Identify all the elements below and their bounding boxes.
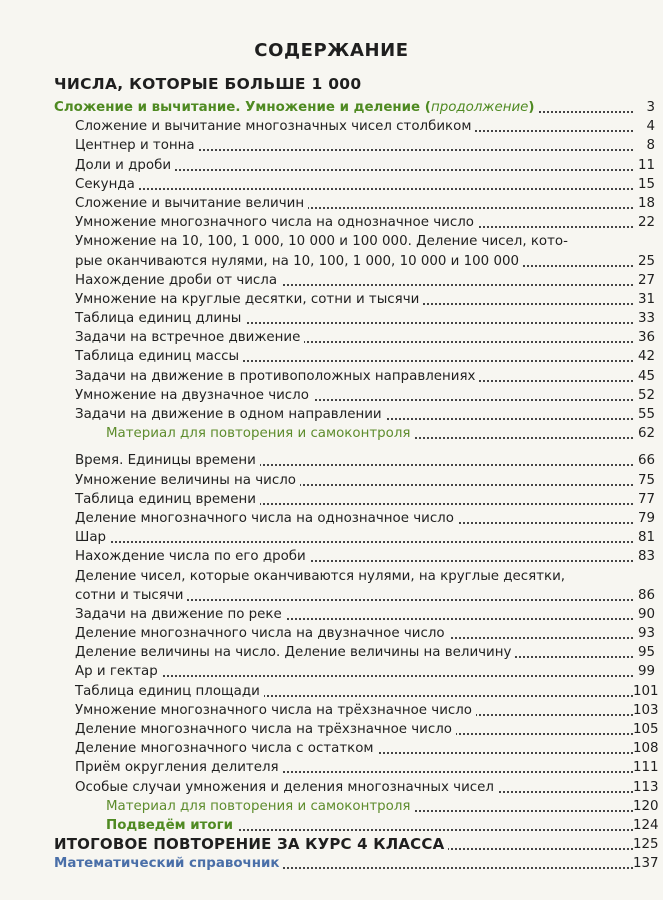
toc-entry-title-text: Умножение на круглые десятки, сотни и тысячи xyxy=(75,291,420,307)
toc-entry-title xyxy=(75,451,260,470)
toc-page-number: 27 xyxy=(633,271,655,290)
toc-entry xyxy=(0,424,663,443)
toc-entry-title xyxy=(75,490,260,509)
toc-entry-title-text: Ар и гектар xyxy=(75,664,158,680)
toc-entry xyxy=(0,567,663,586)
dot-leader xyxy=(75,188,633,190)
toc-entry-title-text: Умножение на двузначное число xyxy=(75,387,309,403)
toc-page-number: 111 xyxy=(633,758,655,777)
toc-entry-title: Сложение и вычитание. Умножение и деление (продолжение) xyxy=(54,98,539,117)
toc-entry xyxy=(0,471,663,490)
toc-entry xyxy=(0,194,663,213)
part-heading: ЧИСЛА, КОТОРЫЕ БОЛЬШЕ 1 000 xyxy=(54,75,362,93)
toc-entry-title xyxy=(75,175,139,194)
toc-page-number: 66 xyxy=(633,451,655,470)
toc-entry xyxy=(0,547,663,566)
toc-page-number: 137 xyxy=(633,854,655,873)
toc-entry-title-text: Нахождение дроби от числа xyxy=(75,272,278,288)
toc-entry-title-text: Умножение величины на число xyxy=(75,472,296,488)
page-title: СОДЕРЖАНИЕ xyxy=(254,40,409,61)
toc-entry-title-text: Время. Единицы времени xyxy=(75,453,256,469)
toc-page-number: 90 xyxy=(633,605,655,624)
toc-page-number: 75 xyxy=(633,471,655,490)
toc-entry-title-text: Задачи на встречное движение xyxy=(75,330,301,346)
toc-page-number: 79 xyxy=(633,509,655,528)
toc-page-number: 25 xyxy=(633,252,655,271)
toc-entry xyxy=(0,586,663,605)
toc-entry-title-text: Деление многозначного числа с остатком xyxy=(75,741,374,757)
toc-page-number: 86 xyxy=(633,586,655,605)
toc-entry-title xyxy=(75,290,423,309)
toc-page-number: 33 xyxy=(633,309,655,328)
toc-entry-title-text: Сложение и вычитание многозначных чисел столбиком xyxy=(75,119,472,135)
toc-entry xyxy=(0,451,663,470)
toc-page-number: 108 xyxy=(633,739,655,758)
toc-entry-title-text: Математический справочник xyxy=(54,856,280,872)
toc-entry-title xyxy=(75,194,308,213)
toc-entry-title xyxy=(75,643,515,662)
dot-leader xyxy=(75,541,633,543)
toc-page-number: 93 xyxy=(633,624,655,643)
toc-entry-title-text: Нахождение числа по его дроби xyxy=(75,549,306,565)
toc-page-number: 105 xyxy=(633,720,655,739)
toc-entry xyxy=(0,662,663,681)
toc-entry-title xyxy=(75,567,569,586)
toc-entry xyxy=(0,720,663,739)
toc-entry-title xyxy=(75,528,110,547)
toc-page-number: 11 xyxy=(633,156,655,175)
toc-page-number: 62 xyxy=(633,424,655,443)
toc-entry-title xyxy=(54,854,283,873)
toc-entry-title xyxy=(75,471,300,490)
toc-entry-title-text: Сложение и вычитание. Умножение и деление xyxy=(54,100,421,115)
toc-entry xyxy=(0,347,663,366)
toc-entry-title xyxy=(75,328,304,347)
toc-entry xyxy=(0,758,663,777)
toc-page-number: 120 xyxy=(633,797,655,816)
toc-entry-title xyxy=(75,232,572,251)
toc-entry-title xyxy=(75,252,523,271)
toc-entry-title-text: Задачи на движение в одном направлении xyxy=(75,407,382,422)
toc-entry-title-text: Таблица единиц площади xyxy=(75,683,260,699)
toc-entry xyxy=(0,682,663,701)
toc-page-number: 83 xyxy=(633,547,655,566)
toc-entry xyxy=(0,797,663,816)
toc-entry-title xyxy=(106,816,237,835)
toc-entry-title-text: Шар xyxy=(75,530,107,546)
toc-entry-title xyxy=(75,605,286,624)
toc-entry-title xyxy=(75,156,175,175)
toc-entry-title xyxy=(75,117,475,136)
toc-entry-title xyxy=(75,347,243,366)
toc-entry-title-text: Таблица единиц времени xyxy=(75,491,256,507)
toc-entry-title-text: Таблица единиц длины xyxy=(75,311,242,327)
toc-entry xyxy=(0,739,663,758)
toc-page-number: 125 xyxy=(633,835,655,854)
toc-entry-title-text: Особые случаи умножения и деления многозначных чисел xyxy=(75,779,494,795)
toc-page-number: 42 xyxy=(633,347,655,366)
toc-entry xyxy=(0,490,663,509)
toc-entry xyxy=(0,136,663,155)
toc-entry-title-text: Умножение многозначного числа на однозначное число xyxy=(75,215,474,231)
toc-entry xyxy=(0,405,663,424)
toc-entry xyxy=(0,98,663,117)
toc-entry-title xyxy=(75,662,162,681)
toc-page-number: 101 xyxy=(633,682,655,701)
toc-entry-title-text: Умножение на 10, 100, 1 000, 10 000 и 100 000. Деление чисел, кото- xyxy=(75,234,568,250)
toc-entry-title xyxy=(75,778,498,797)
toc-entry xyxy=(0,643,663,662)
toc-page-number: 113 xyxy=(633,778,655,797)
toc-entry xyxy=(0,117,663,136)
toc-page-number: 4 xyxy=(633,117,655,136)
toc-entry-title-text: Материал для повторения и самоконтроля xyxy=(106,798,411,814)
toc-entry-title xyxy=(75,136,199,155)
toc-entry-title xyxy=(75,682,264,701)
toc-entry-title-text: Таблица единиц массы xyxy=(75,349,240,365)
toc-entry-title-text: Деление величины на число. Деление величины на величину xyxy=(75,645,512,661)
toc-entry-title xyxy=(106,424,414,443)
toc-entry-title xyxy=(75,509,458,528)
toc-entry-title xyxy=(75,405,386,424)
toc-entry-title xyxy=(75,720,456,739)
toc-entry-title xyxy=(75,271,281,290)
toc-page-number: 31 xyxy=(633,290,655,309)
toc-entry-title xyxy=(75,739,378,758)
toc-entry xyxy=(0,509,663,528)
toc-entry-title xyxy=(75,701,476,720)
toc-entry-title-text: Приём округления делителя xyxy=(75,760,279,776)
toc-entry-title-text: Деление многозначного числа на однозначное число xyxy=(75,510,454,526)
toc-entry-title xyxy=(75,367,479,386)
toc-entry-title-text: Деление многозначного числа на двузначное число xyxy=(75,626,445,642)
toc-entry-title-text: Материал для повторения и самоконтроля xyxy=(106,426,411,442)
toc-entry-title xyxy=(75,547,310,566)
toc-page-number: 22 xyxy=(633,213,655,232)
toc-entry-title xyxy=(75,624,449,643)
toc-page-number: 52 xyxy=(633,386,655,405)
toc-entry-title xyxy=(106,797,414,816)
toc-page-number: 103 xyxy=(633,701,655,720)
toc-page-number: 124 xyxy=(633,816,655,835)
toc-entry-title-text: Задачи на движение по реке xyxy=(75,606,282,622)
toc-page-number: 77 xyxy=(633,490,655,509)
toc-entry-title xyxy=(75,586,187,605)
toc-entry-title xyxy=(54,835,448,854)
toc-entry-title-text: ИТОГОВОЕ ПОВТОРЕНИЕ ЗА КУРС 4 КЛАССА xyxy=(54,835,445,854)
toc-entry-title-text: рые оканчиваются нулями, на 10, 100, 1 000, 10 000 и 100 000 xyxy=(75,253,520,269)
toc-entry-title-text: Сложение и вычитание величин xyxy=(75,195,305,211)
toc-entry xyxy=(0,778,663,797)
toc-entry-title xyxy=(75,213,478,232)
toc-page-number: 45 xyxy=(633,367,655,386)
toc-entry xyxy=(0,290,663,309)
toc-page-number: 18 xyxy=(633,194,655,213)
toc-entry xyxy=(0,156,663,175)
toc-entry-title xyxy=(75,386,313,405)
toc-page-number: 55 xyxy=(633,405,655,424)
toc-entry-title-text: Деление многозначного числа на трёхзначное число xyxy=(75,722,452,737)
toc-entry xyxy=(0,854,663,873)
toc-entry-title-text: Доли и дроби xyxy=(75,157,172,173)
toc-entry xyxy=(0,213,663,232)
toc-entry xyxy=(0,175,663,194)
toc-list xyxy=(0,98,663,874)
toc-page-number: 81 xyxy=(633,528,655,547)
toc-entry xyxy=(0,624,663,643)
toc-entry xyxy=(0,309,663,328)
toc-entry-title xyxy=(75,309,245,328)
toc-entry-title-text: Умножение многозначного числа на трёхзначное число xyxy=(75,702,473,718)
toc-entry xyxy=(0,232,663,251)
toc-page-number: 99 xyxy=(633,662,655,681)
toc-entry-title-text: Центнер и тонна xyxy=(75,138,195,154)
toc-entry xyxy=(0,386,663,405)
toc-entry-title-text: Задачи на движение в противоположных направлениях xyxy=(75,368,476,384)
toc-entry-title-text: сотни и тысячи xyxy=(75,587,184,603)
toc-entry xyxy=(0,528,663,547)
toc-page-number: 36 xyxy=(633,328,655,347)
toc-entry xyxy=(0,605,663,624)
toc-entry xyxy=(0,271,663,290)
toc-entry xyxy=(0,252,663,271)
toc-page-number: 15 xyxy=(633,175,655,194)
toc-entry-note: продолжение xyxy=(430,100,529,115)
toc-entry xyxy=(0,835,663,854)
toc-page-number: 8 xyxy=(633,136,655,155)
toc-entry-title-text: Подведём итоги xyxy=(106,817,234,833)
toc-entry xyxy=(0,701,663,720)
toc-entry-title-text: Секунда xyxy=(75,176,135,192)
toc-entry xyxy=(0,328,663,347)
toc-entry xyxy=(0,816,663,835)
toc-page-number: 3 xyxy=(633,98,655,117)
toc-entry-title-text: Деление чисел, которые оканчиваются нулями, на круглые десятки, xyxy=(75,568,566,584)
toc-entry-title xyxy=(75,758,283,777)
toc-page-number: 95 xyxy=(633,643,655,662)
toc-entry xyxy=(0,367,663,386)
